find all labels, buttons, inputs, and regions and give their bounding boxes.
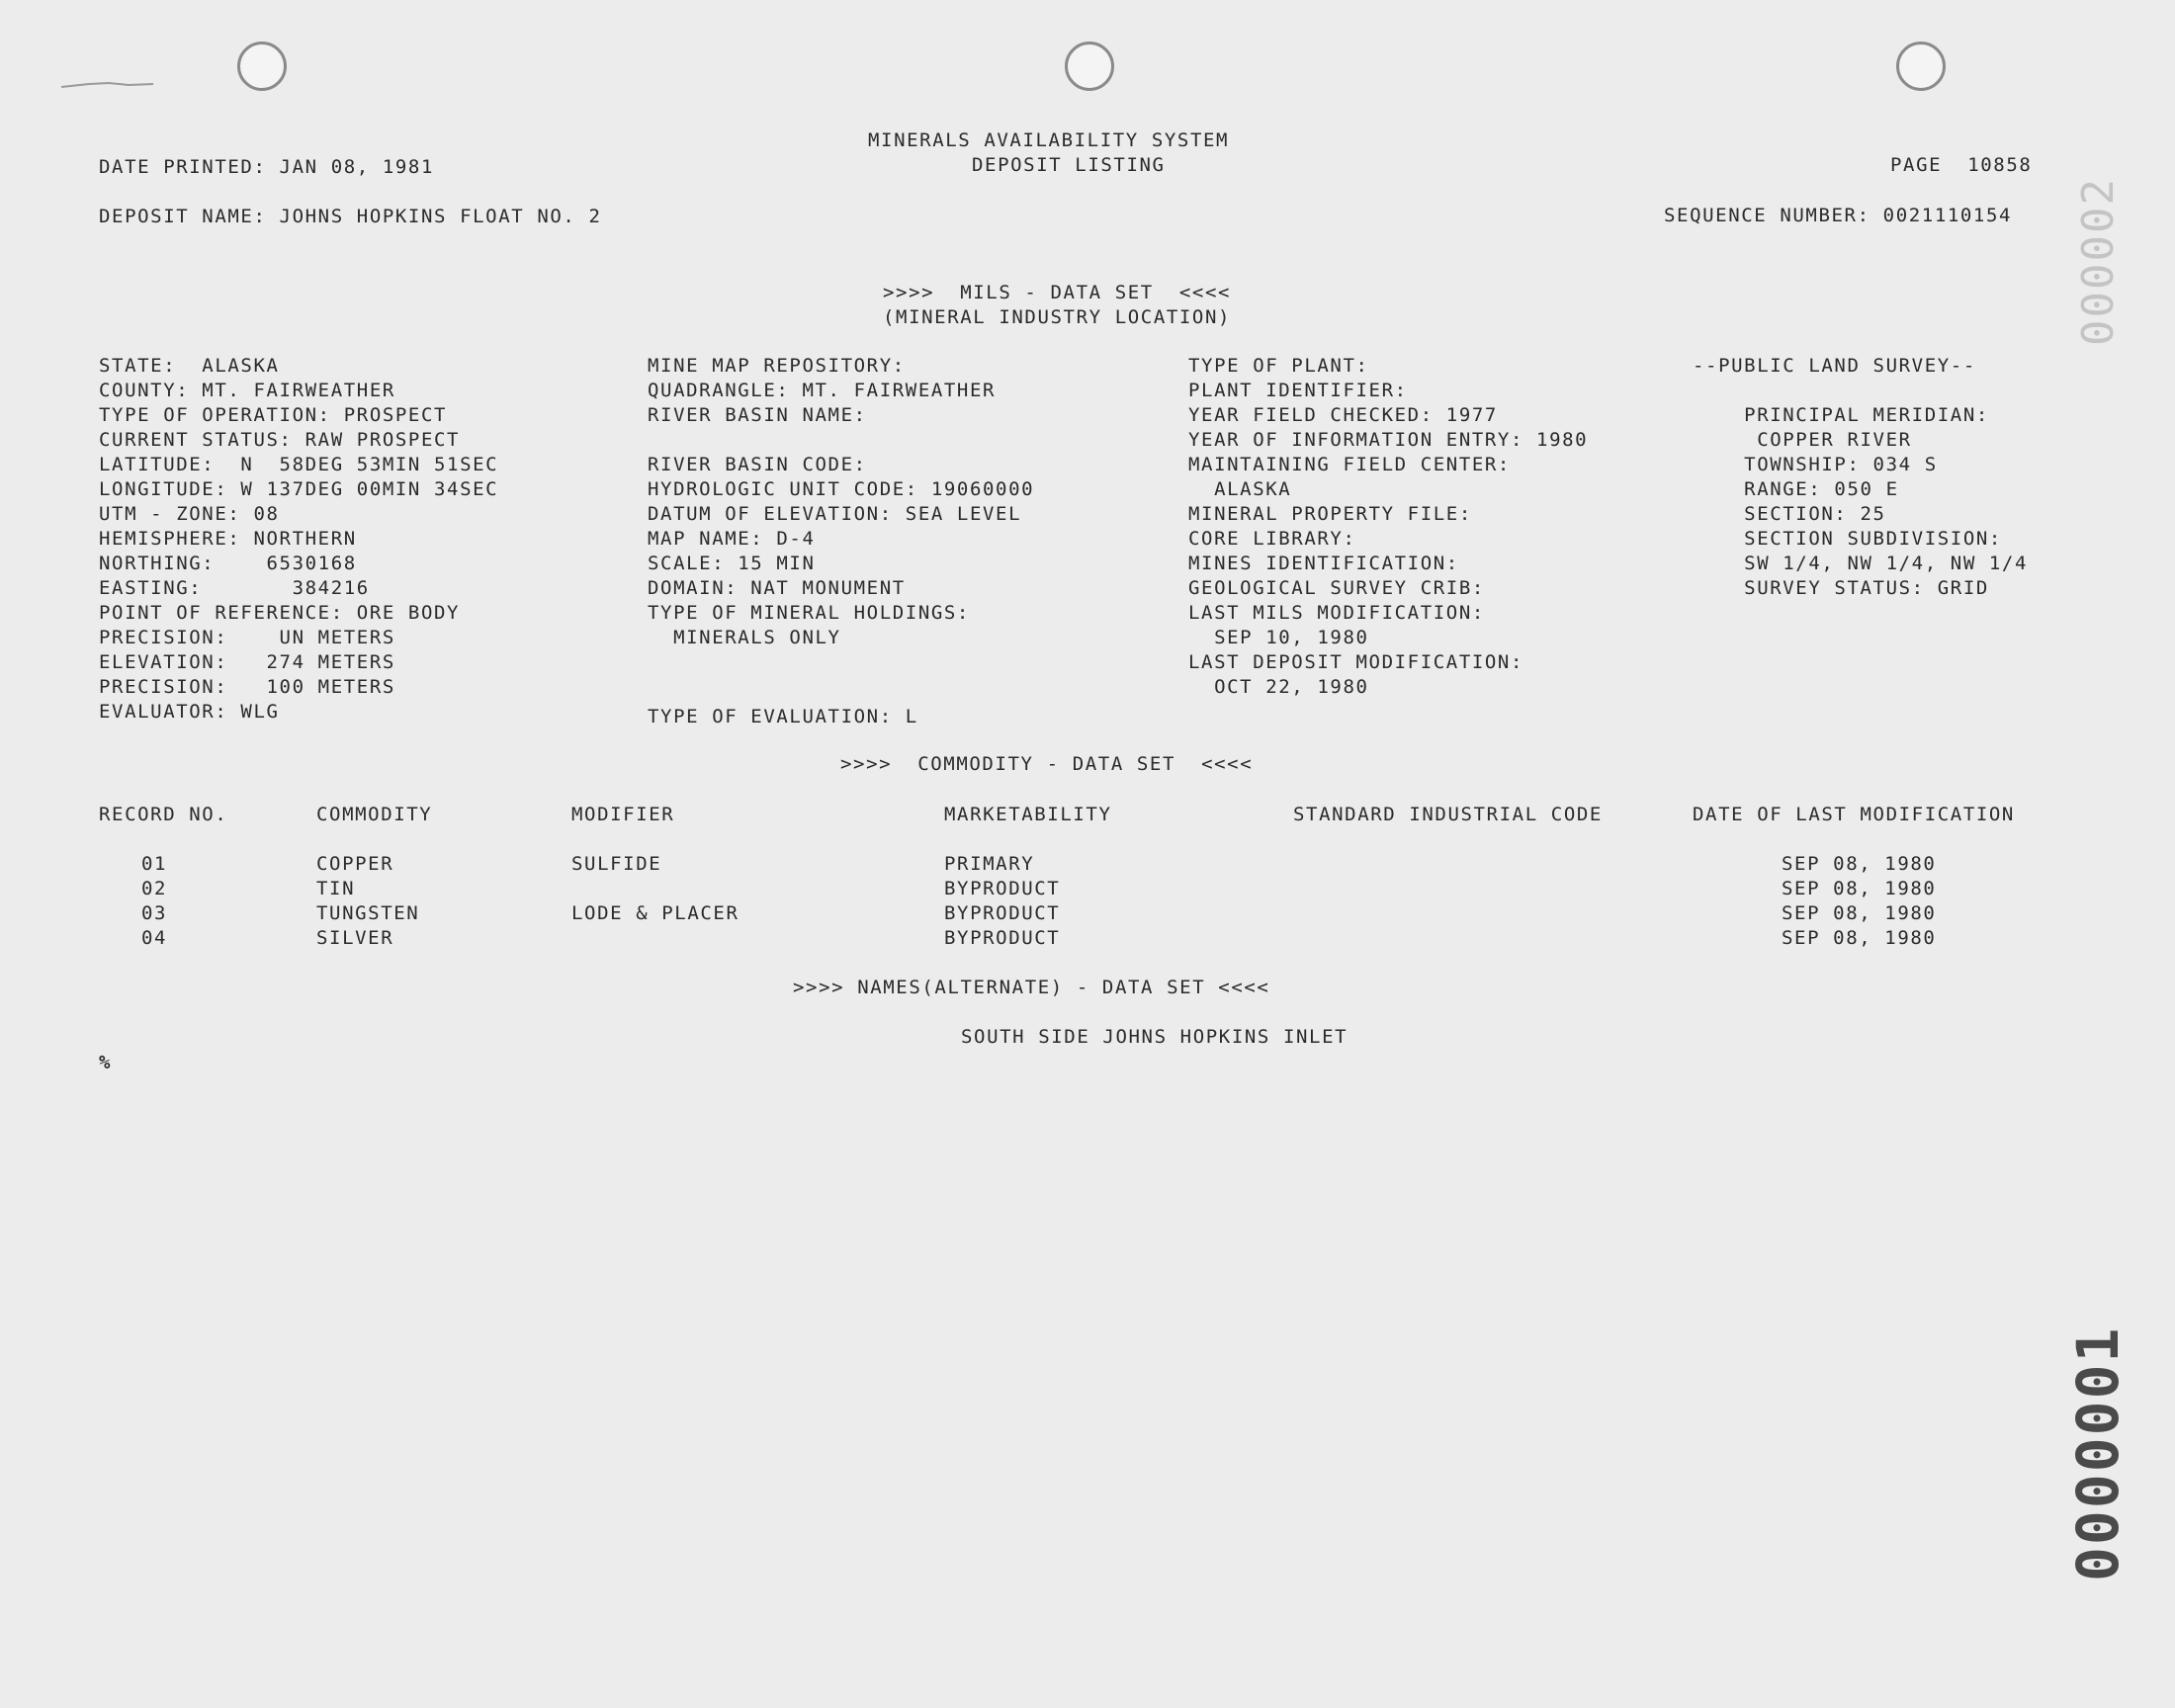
cell-date: SEP 08, 1980 xyxy=(1782,927,1937,949)
cell-record: 03 xyxy=(141,902,168,924)
mils-field: YEAR OF INFORMATION ENTRY: 1980 xyxy=(1188,429,1589,451)
sequence-number: SEQUENCE NUMBER: 0021110154 xyxy=(1664,205,2013,226)
survey-field: SW 1/4, NW 1/4, NW 1/4 xyxy=(1693,553,2029,574)
survey-field: COPPER RIVER xyxy=(1693,429,1912,451)
survey-field: PRINCIPAL MERIDIAN: xyxy=(1693,404,1989,426)
cell-commodity: COPPER xyxy=(316,853,394,875)
cell-marketability: BYPRODUCT xyxy=(944,902,1061,924)
cell-modifier: SULFIDE xyxy=(571,853,662,875)
mils-field: STATE: ALASKA xyxy=(99,355,280,377)
cell-commodity: TIN xyxy=(316,878,356,899)
alternate-name: SOUTH SIDE JOHNS HOPKINS INLET xyxy=(961,1026,1348,1048)
mils-field: DOMAIN: NAT MONUMENT xyxy=(648,577,906,599)
mils-field: PRECISION: UN METERS xyxy=(99,627,395,648)
survey-field: --PUBLIC LAND SURVEY-- xyxy=(1693,355,1976,377)
survey-field: TOWNSHIP: 034 S xyxy=(1693,454,1938,475)
cell-record: 02 xyxy=(141,878,168,899)
mils-field: TYPE OF EVALUATION: L xyxy=(648,706,918,727)
mils-field: PRECISION: 100 METERS xyxy=(99,676,395,698)
cell-commodity: SILVER xyxy=(316,927,394,949)
survey-field: RANGE: 050 E xyxy=(1693,478,1899,500)
punch-hole-center xyxy=(1065,42,1114,91)
date-printed: DATE PRINTED: JAN 08, 1981 xyxy=(99,156,435,178)
mils-field: TYPE OF PLANT: xyxy=(1188,355,1369,377)
punch-hole-right xyxy=(1896,42,1946,91)
frame-number-stamp: 0000001 xyxy=(2064,1325,2132,1581)
mils-heading: >>>> MILS - DATA SET <<<< xyxy=(883,282,1232,303)
mils-field: YEAR FIELD CHECKED: 1977 xyxy=(1188,404,1498,426)
mils-field: CORE LIBRARY: xyxy=(1188,528,1356,550)
cell-marketability: PRIMARY xyxy=(944,853,1035,875)
mils-field: LAST DEPOSIT MODIFICATION: xyxy=(1188,651,1524,673)
mils-field: HEMISPHERE: NORTHERN xyxy=(99,528,357,550)
mils-field: DATUM OF ELEVATION: SEA LEVEL xyxy=(648,503,1022,525)
mils-field: POINT OF REFERENCE: ORE BODY xyxy=(99,602,461,624)
cell-date: SEP 08, 1980 xyxy=(1782,902,1937,924)
mils-field: LONGITUDE: W 137DEG 00MIN 34SEC xyxy=(99,478,499,500)
cell-date: SEP 08, 1980 xyxy=(1782,853,1937,875)
mils-field: EASTING: 384216 xyxy=(99,577,370,599)
survey-field: SECTION: 25 xyxy=(1693,503,1886,525)
mils-field: MINERAL PROPERTY FILE: xyxy=(1188,503,1472,525)
names-heading: >>>> NAMES(ALTERNATE) - DATA SET <<<< xyxy=(793,977,1270,998)
mils-field: TYPE OF OPERATION: PROSPECT xyxy=(99,404,448,426)
mils-field: EVALUATOR: WLG xyxy=(99,701,280,723)
mils-field: COUNTY: MT. FAIRWEATHER xyxy=(99,380,395,401)
mils-field: SEP 10, 1980 xyxy=(1188,627,1369,648)
survey-field: SURVEY STATUS: GRID xyxy=(1693,577,1989,599)
mils-field: ALASKA xyxy=(1188,478,1292,500)
system-title: MINERALS AVAILABILITY SYSTEM xyxy=(868,129,1230,151)
mils-field: MAINTAINING FIELD CENTER: xyxy=(1188,454,1511,475)
col-header-record: RECORD NO. xyxy=(99,804,228,825)
punch-hole-left xyxy=(237,42,287,91)
mils-field: RIVER BASIN NAME: xyxy=(648,404,867,426)
col-header-marketability: MARKETABILITY xyxy=(944,804,1112,825)
mils-field: CURRENT STATUS: RAW PROSPECT xyxy=(99,429,461,451)
mils-field: MAP NAME: D-4 xyxy=(648,528,816,550)
mils-field: ELEVATION: 274 METERS xyxy=(99,651,395,673)
listing-subtitle: DEPOSIT LISTING xyxy=(972,154,1166,176)
commodity-heading: >>>> COMMODITY - DATA SET <<<< xyxy=(840,753,1254,775)
deposit-name: DEPOSIT NAME: JOHNS HOPKINS FLOAT NO. 2 xyxy=(99,206,602,227)
page-number: PAGE 10858 xyxy=(1890,154,2033,176)
cell-record: 01 xyxy=(141,853,168,875)
cell-marketability: BYPRODUCT xyxy=(944,927,1061,949)
mils-field: PLANT IDENTIFIER: xyxy=(1188,380,1408,401)
cell-modifier: LODE & PLACER xyxy=(571,902,740,924)
mils-subheading: (MINERAL INDUSTRY LOCATION) xyxy=(883,306,1232,328)
col-header-modifier: MODIFIER xyxy=(571,804,675,825)
mils-field: NORTHING: 6530168 xyxy=(99,553,357,574)
cell-date: SEP 08, 1980 xyxy=(1782,878,1937,899)
mils-field: LATITUDE: N 58DEG 53MIN 51SEC xyxy=(99,454,499,475)
mils-field: OCT 22, 1980 xyxy=(1188,676,1369,698)
cell-marketability: BYPRODUCT xyxy=(944,878,1061,899)
mils-field: MINERALS ONLY xyxy=(648,627,841,648)
col-header-date: DATE OF LAST MODIFICATION xyxy=(1693,804,2015,825)
mils-field: TYPE OF MINERAL HOLDINGS: xyxy=(648,602,970,624)
mils-field: UTM - ZONE: 08 xyxy=(99,503,280,525)
mils-field: MINES IDENTIFICATION: xyxy=(1188,553,1459,574)
mils-field: QUADRANGLE: MT. FAIRWEATHER xyxy=(648,380,997,401)
survey-field: SECTION SUBDIVISION: xyxy=(1693,528,2002,550)
mils-field: RIVER BASIN CODE: xyxy=(648,454,867,475)
end-mark: % xyxy=(99,1052,113,1073)
mils-field: HYDROLOGIC UNIT CODE: 19060000 xyxy=(648,478,1035,500)
cell-record: 04 xyxy=(141,927,168,949)
col-header-sic: STANDARD INDUSTRIAL CODE xyxy=(1293,804,1603,825)
mils-field: GEOLOGICAL SURVEY CRIB: xyxy=(1188,577,1485,599)
mils-field: SCALE: 15 MIN xyxy=(648,553,816,574)
cell-commodity: TUNGSTEN xyxy=(316,902,420,924)
faint-frame-number: 000002 xyxy=(2073,177,2124,346)
col-header-commodity: COMMODITY xyxy=(316,804,433,825)
mils-field: LAST MILS MODIFICATION: xyxy=(1188,602,1485,624)
pencil-scratch-mark xyxy=(59,81,158,89)
mils-field: MINE MAP REPOSITORY: xyxy=(648,355,906,377)
